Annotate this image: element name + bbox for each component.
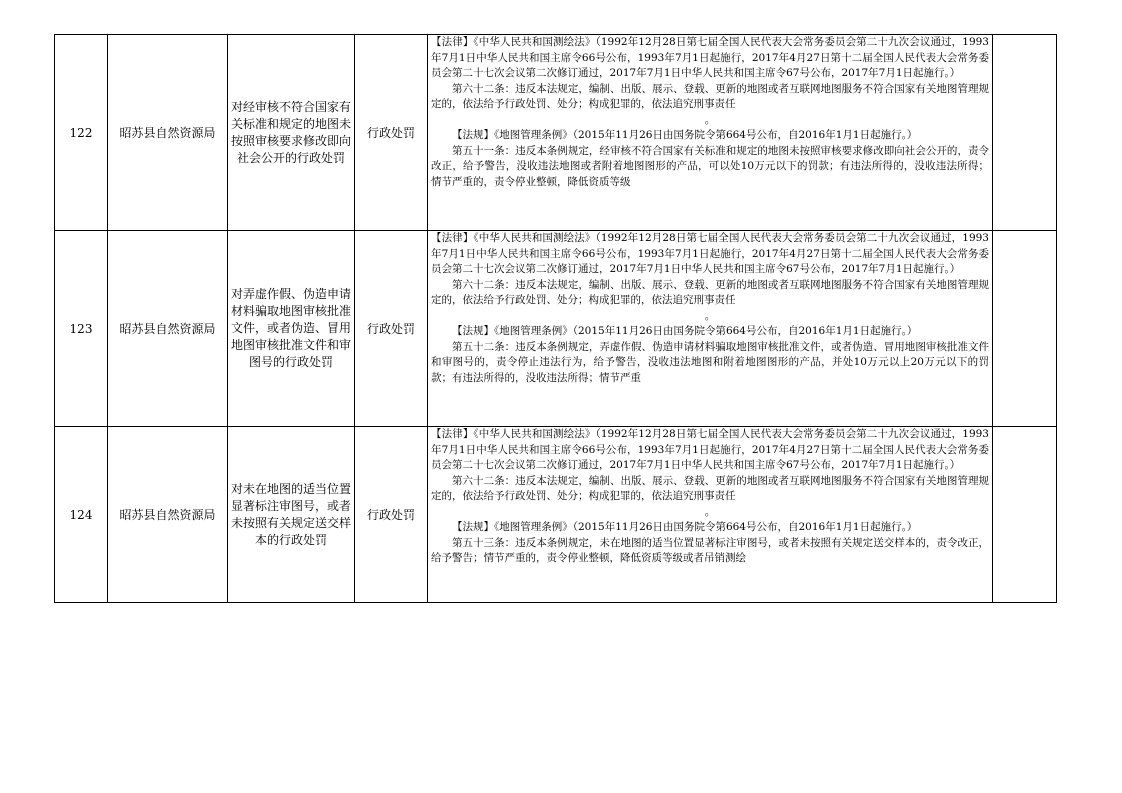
item-type: 行政处罚	[355, 427, 428, 603]
legal-basis-cell	[428, 35, 993, 231]
row-number: 123	[55, 231, 108, 427]
regulation-article: 第五十一条：违反本条例规定，经审核不符合国家有关标准和规定的地图未按照审核要求修改即向社会公开的，责令改正，给予警告，没收违法地图或者附着地图图形的产品，可以处10万元以下的罚款；有违法所得的，没收违法所得；情节严重的，责令停业整顿，降低资质等级	[431, 144, 989, 188]
legal-basis-text	[428, 427, 992, 602]
item-name: 对未在地图的适当位置显著标注审图号，或者未按照有关规定送交样本的行政处罚	[228, 427, 355, 603]
table-row	[55, 231, 1057, 427]
note-cell	[993, 231, 1057, 427]
period-mark: 。	[704, 309, 716, 322]
regulation-reference: 【法规】《地图管理条例》（2015年11月26日由国务院令第664号公布，自2016年1月1日起施行。）	[452, 521, 918, 533]
implementing-agency: 昭苏县自然资源局	[108, 35, 228, 231]
item-type: 行政处罚	[355, 231, 428, 427]
regulation-reference: 【法规】《地图管理条例》（2015年11月26日由国务院令第664号公布，自2016年1月1日起施行。）	[452, 325, 918, 337]
note-cell	[993, 427, 1057, 603]
legal-basis-text	[428, 35, 992, 230]
law-reference: 【法律】《中华人民共和国测绘法》（1992年12月28日第七届全国人民代表大会常务委员会第二十九次会议通过，1993年7月1日中华人民共和国主席令66号公布，1993年7月1日起施行，2017年4月27日第十二届全国人民代表大会常务委员会第二十七次会议第二次修订通过，2017年7月1日中华人民共和国主席令67号公布，2017年7月1日起施行。）	[431, 428, 989, 471]
period-mark: 。	[704, 113, 716, 126]
item-name: 对弄虚作假、伪造申请材料骗取地图审核批准文件，或者伪造、冒用地图审核批准文件和审图号的行政处罚	[228, 231, 355, 427]
item-type: 行政处罚	[355, 35, 428, 231]
records-table	[54, 34, 1057, 603]
regulation-reference: 【法规】《地图管理条例》（2015年11月26日由国务院令第664号公布，自2016年1月1日起施行。）	[452, 129, 918, 141]
row-number: 122	[55, 35, 108, 231]
note-cell	[993, 35, 1057, 231]
row-number: 124	[55, 427, 108, 603]
regulation-article: 第五十二条：违反本条例规定，弄虚作假、伪造申请材料骗取地图审核批准文件，或者伪造、冒用地图审核批准文件和审图号的，责令停止违法行为，给予警告，没收违法地图和附着地图图形的产品，并处10万元以上20万元以下的罚款；有违法所得的，没收违法所得；情节严重	[431, 340, 989, 384]
table-row	[55, 35, 1057, 231]
table-row	[55, 427, 1057, 603]
law-reference: 【法律】《中华人民共和国测绘法》（1992年12月28日第七届全国人民代表大会常务委员会第二十九次会议通过，1993年7月1日中华人民共和国主席令66号公布，1993年7月1日起施行，2017年4月27日第十二届全国人民代表大会常务委员会第二十七次会议第二次修订通过，2017年7月1日中华人民共和国主席令67号公布，2017年7月1日起施行。）	[431, 232, 989, 275]
legal-basis-cell	[428, 231, 993, 427]
implementing-agency: 昭苏县自然资源局	[108, 231, 228, 427]
implementing-agency: 昭苏县自然资源局	[108, 427, 228, 603]
law-article: 第六十二条：违反本法规定，编制、出版、展示、登载、更新的地图或者互联网地图服务不符合国家有关地图管理规定的，依法给予行政处罚、处分；构成犯罪的，依法追究刑事责任	[431, 474, 989, 502]
legal-basis-text	[428, 231, 992, 426]
law-article: 第六十二条：违反本法规定，编制、出版、展示、登载、更新的地图或者互联网地图服务不符合国家有关地图管理规定的，依法给予行政处罚、处分；构成犯罪的，依法追究刑事责任	[431, 82, 989, 110]
item-name: 对经审核不符合国家有关标准和规定的地图未按照审核要求修改即向社会公开的行政处罚	[228, 35, 355, 231]
regulation-article: 第五十三条：违反本条例规定，未在地图的适当位置显著标注审图号，或者未按照有关规定送交样本的，责令改正，给予警告；情节严重的，责令停业整顿，降低资质等级或者吊销测绘	[431, 536, 989, 564]
period-mark: 。	[704, 505, 716, 518]
law-reference: 【法律】《中华人民共和国测绘法》（1992年12月28日第七届全国人民代表大会常务委员会第二十九次会议通过，1993年7月1日中华人民共和国主席令66号公布，1993年7月1日起施行，2017年4月27日第十二届全国人民代表大会常务委员会第二十七次会议第二次修订通过，2017年7月1日中华人民共和国主席令67号公布，2017年7月1日起施行。）	[431, 36, 989, 79]
law-article: 第六十二条：违反本法规定，编制、出版、展示、登载、更新的地图或者互联网地图服务不符合国家有关地图管理规定的，依法给予行政处罚、处分；构成犯罪的，依法追究刑事责任	[431, 278, 989, 306]
legal-basis-cell	[428, 427, 993, 603]
